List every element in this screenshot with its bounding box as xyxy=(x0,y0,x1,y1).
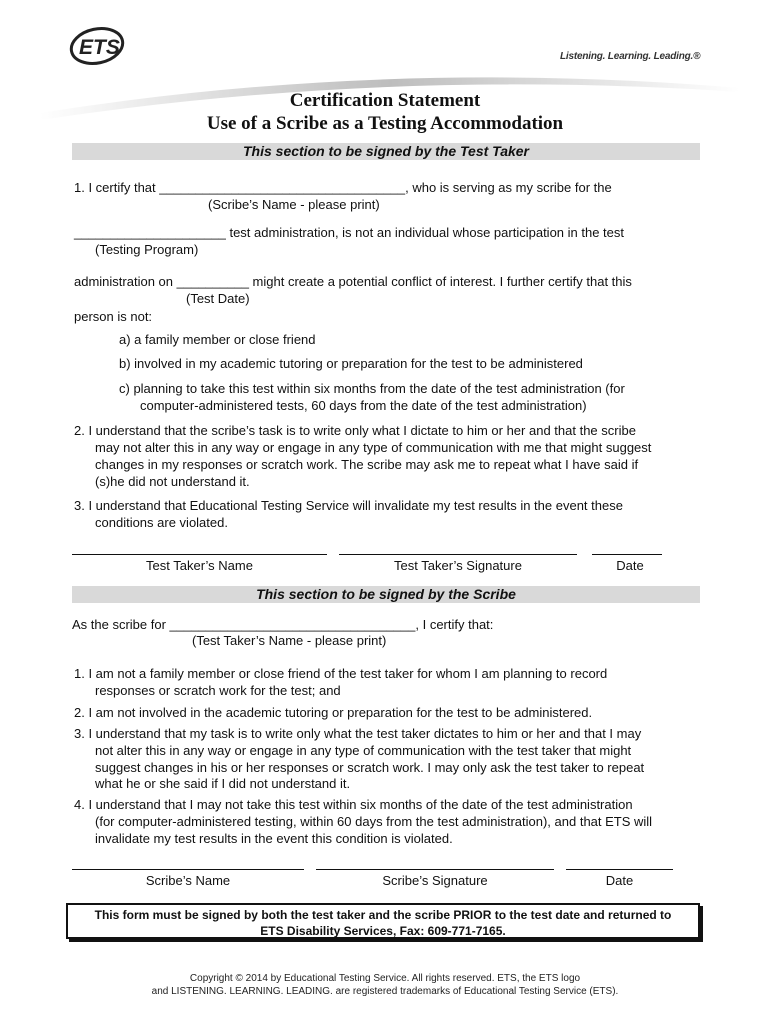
item1-prefix: 1. I certify that xyxy=(74,180,156,195)
item3-line1: 3. I understand that Educational Testing Service will invalidate my test results in the event these xyxy=(74,498,623,513)
scribe-name-caption: (Scribe’s Name - please print) xyxy=(208,197,380,212)
tagline: Listening. Learning. Leading.® xyxy=(560,51,701,62)
testing-program-field[interactable]: _____________________ xyxy=(74,225,226,240)
submission-notice xyxy=(66,903,700,939)
item2-line1: 2. I understand that the scribe’s task is to write only what I dictate to him or her and that the scribe xyxy=(74,423,636,438)
program-suffix: test administration, is not an individual whose participation in the test xyxy=(225,225,625,240)
as-scribe-line xyxy=(72,617,493,633)
notice-line1: This form must be signed by both the test taker and the scribe PRIOR to the test date and returned to xyxy=(94,908,672,922)
condition-c-line1: c) planning to take this test within six months from the date of the test administration (for xyxy=(119,381,625,396)
program-line xyxy=(74,225,624,241)
scribe-item1-line2: responses or scratch work for the test; and xyxy=(95,683,341,698)
person-not-label: person is not: xyxy=(74,309,153,324)
scribe-item4-line1: 4. I understand that I may not take this test within six months of the date of the test administration xyxy=(74,797,633,812)
taker-date-line[interactable] xyxy=(592,554,662,555)
test-date-caption: (Test Date) xyxy=(186,291,250,306)
copyright-line1: Copyright © 2014 by Educational Testing Service. All rights reserved. ETS, the ETS logo xyxy=(189,973,581,984)
scribe-signature-line[interactable] xyxy=(316,869,554,870)
item3-line2: conditions are violated. xyxy=(95,515,228,530)
taker-name-signature-line[interactable] xyxy=(72,554,327,555)
copyright-line2: and LISTENING. LEARNING. LEADING. are registered trademarks of Educational Testing Service (ETS). xyxy=(151,986,619,997)
taker-date-label: Date xyxy=(616,558,644,573)
taker-name-label: Test Taker’s Name xyxy=(146,558,253,573)
scribe-name-field[interactable]: __________________________________ xyxy=(159,180,406,195)
taker-signature-line[interactable] xyxy=(339,554,577,555)
admin-suffix: might create a potential conflict of interest. I further certify that this xyxy=(248,274,632,289)
scribe-section-heading: This section to be signed by the Scribe xyxy=(72,586,700,603)
scribe-name-label: Scribe’s Name xyxy=(145,873,231,888)
scribe-name-signature-line[interactable] xyxy=(72,869,304,870)
scribe-date-line[interactable] xyxy=(566,869,673,870)
testing-program-caption: (Testing Program) xyxy=(95,242,199,257)
test-taker-name-field[interactable]: __________________________________ xyxy=(169,617,416,632)
item2-line3: changes in my responses or scratch work. The scribe may ask me to repeat what I have said if xyxy=(95,457,639,472)
as-scribe-prefix: As the scribe for xyxy=(72,617,170,632)
item1-line xyxy=(74,180,612,196)
admin-line xyxy=(74,274,632,290)
scribe-item3-line4: what he or she said if I did not understand it. xyxy=(95,776,351,791)
scribe-item4-line3: invalidate my test results in the event this condition is violated. xyxy=(95,831,453,846)
admin-prefix: administration on xyxy=(74,274,177,289)
as-scribe-suffix: , I certify that: xyxy=(415,617,494,632)
scribe-item3-line2: not alter this in any way or engage in any type of communication with the test taker that might xyxy=(95,743,632,758)
svg-text:ETS: ETS xyxy=(79,36,120,59)
test-date-field[interactable]: __________ xyxy=(176,274,249,289)
scribe-item2-line1: 2. I am not involved in the academic tutoring or preparation for the test to be administered. xyxy=(74,705,593,720)
item2-line4: (s)he did not understand it. xyxy=(95,474,250,489)
test-taker-name-caption: (Test Taker’s Name - please print) xyxy=(192,633,387,648)
taker-signature-label: Test Taker’s Signature xyxy=(394,558,522,573)
title-line-1: Certification Statement xyxy=(289,90,481,111)
scribe-signature-label: Scribe’s Signature xyxy=(382,873,488,888)
scribe-item4-line2: (for computer-administered testing, within 60 days from the test administration), and that ETS will xyxy=(95,814,653,829)
condition-a: a) a family member or close friend xyxy=(119,332,316,347)
scribe-item3-line3: suggest changes in his or her responses or scratch work. I may only ask the test taker to repeat xyxy=(95,760,645,775)
scribe-item1-line1: 1. I am not a family member or close friend of the test taker for whom I am planning to record xyxy=(74,666,608,681)
taker-section-heading: This section to be signed by the Test Taker xyxy=(72,143,700,160)
scribe-item3-line1: 3. I understand that my task is to write only what the test taker dictates to him or her and that I may xyxy=(74,726,642,741)
notice-line2: ETS Disability Services, Fax: 609-771-7165. xyxy=(260,924,506,938)
scribe-date-label: Date xyxy=(605,873,634,888)
condition-b: b) involved in my academic tutoring or preparation for the test to be administered xyxy=(119,356,583,371)
item1-suffix: , who is serving as my scribe for the xyxy=(405,180,612,195)
condition-c-line2: computer-administered tests, 60 days from the date of the test administration) xyxy=(140,398,587,413)
title-line-2: Use of a Scribe as a Testing Accommodation xyxy=(206,113,564,134)
item2-line2: may not alter this in any way or engage in any type of communication with me that might suggest xyxy=(95,440,652,455)
